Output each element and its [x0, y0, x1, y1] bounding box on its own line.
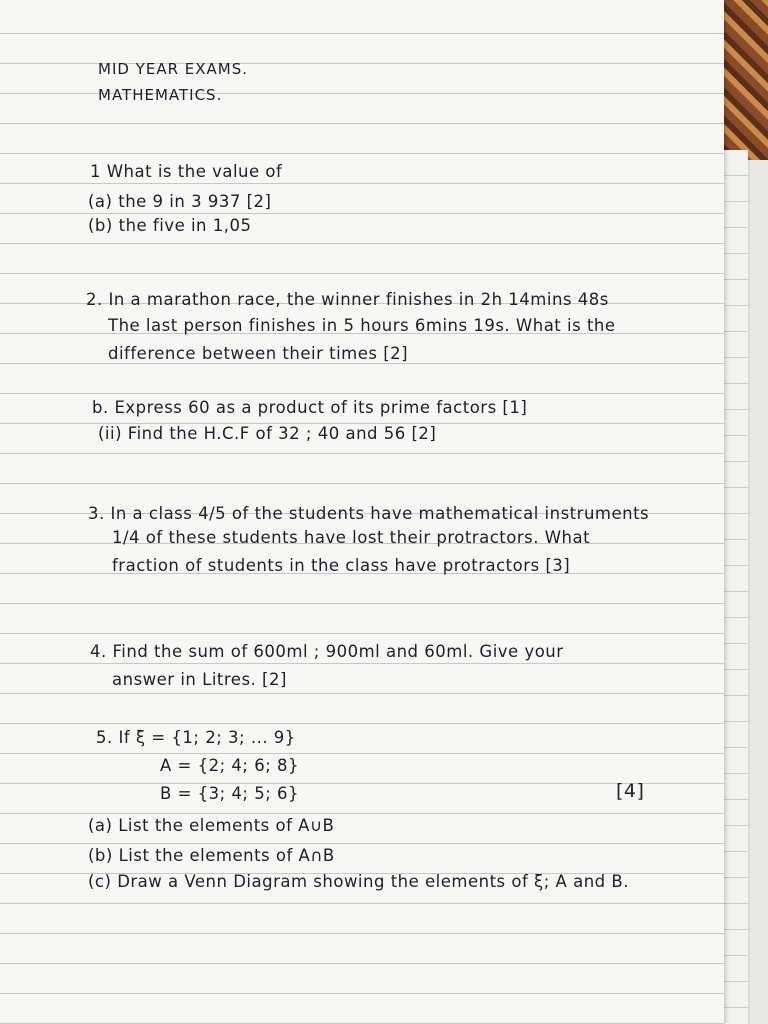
question-4-line-2: answer in Litres. [2] — [112, 670, 287, 689]
question-2-line-3: difference between their times [2] — [108, 344, 409, 363]
question-5-set-b: B = {3; 4; 5; 6} — [160, 784, 300, 803]
question-3-line-1: 3. In a class 4/5 of the students have mathematical instruments — [88, 504, 650, 523]
question-5-marks: [4] — [616, 780, 645, 802]
question-2b: b. Express 60 as a product of its prime factors [1] — [92, 398, 528, 417]
question-1-stem: 1 What is the value of — [90, 162, 283, 181]
question-3-line-2: 1/4 of these students have lost their protractors. What — [112, 528, 591, 547]
question-5-universal-set: 5. If ξ = {1; 2; 3; ... 9} — [96, 728, 296, 747]
question-2-line-1: 2. In a marathon race, the winner finishes in 2h 14mins 48s — [86, 290, 609, 309]
question-5b: (b) List the elements of A∩B — [88, 846, 335, 865]
question-2-line-2: The last person finishes in 5 hours 6mins 19s. What is the — [108, 316, 616, 335]
question-5-set-a: A = {2; 4; 6; 8} — [160, 756, 300, 775]
question-5c: (c) Draw a Venn Diagram showing the elements of ξ; A and B. — [88, 872, 629, 891]
question-3-line-3: fraction of students in the class have protractors [3] — [112, 556, 571, 575]
question-1a: (a) the 9 in 3 937 [2] — [88, 192, 272, 211]
question-5a: (a) List the elements of A∪B — [88, 816, 335, 835]
question-2b-ii: (ii) Find the H.C.F of 32 ; 40 and 56 [2] — [98, 424, 437, 443]
exam-title: MID YEAR EXAMS. — [98, 60, 249, 78]
exam-subject: MATHEMATICS. — [98, 86, 223, 104]
question-1b: (b) the five in 1,05 — [88, 216, 252, 235]
question-4-line-1: 4. Find the sum of 600ml ; 900ml and 60ml. Give your — [90, 642, 564, 661]
